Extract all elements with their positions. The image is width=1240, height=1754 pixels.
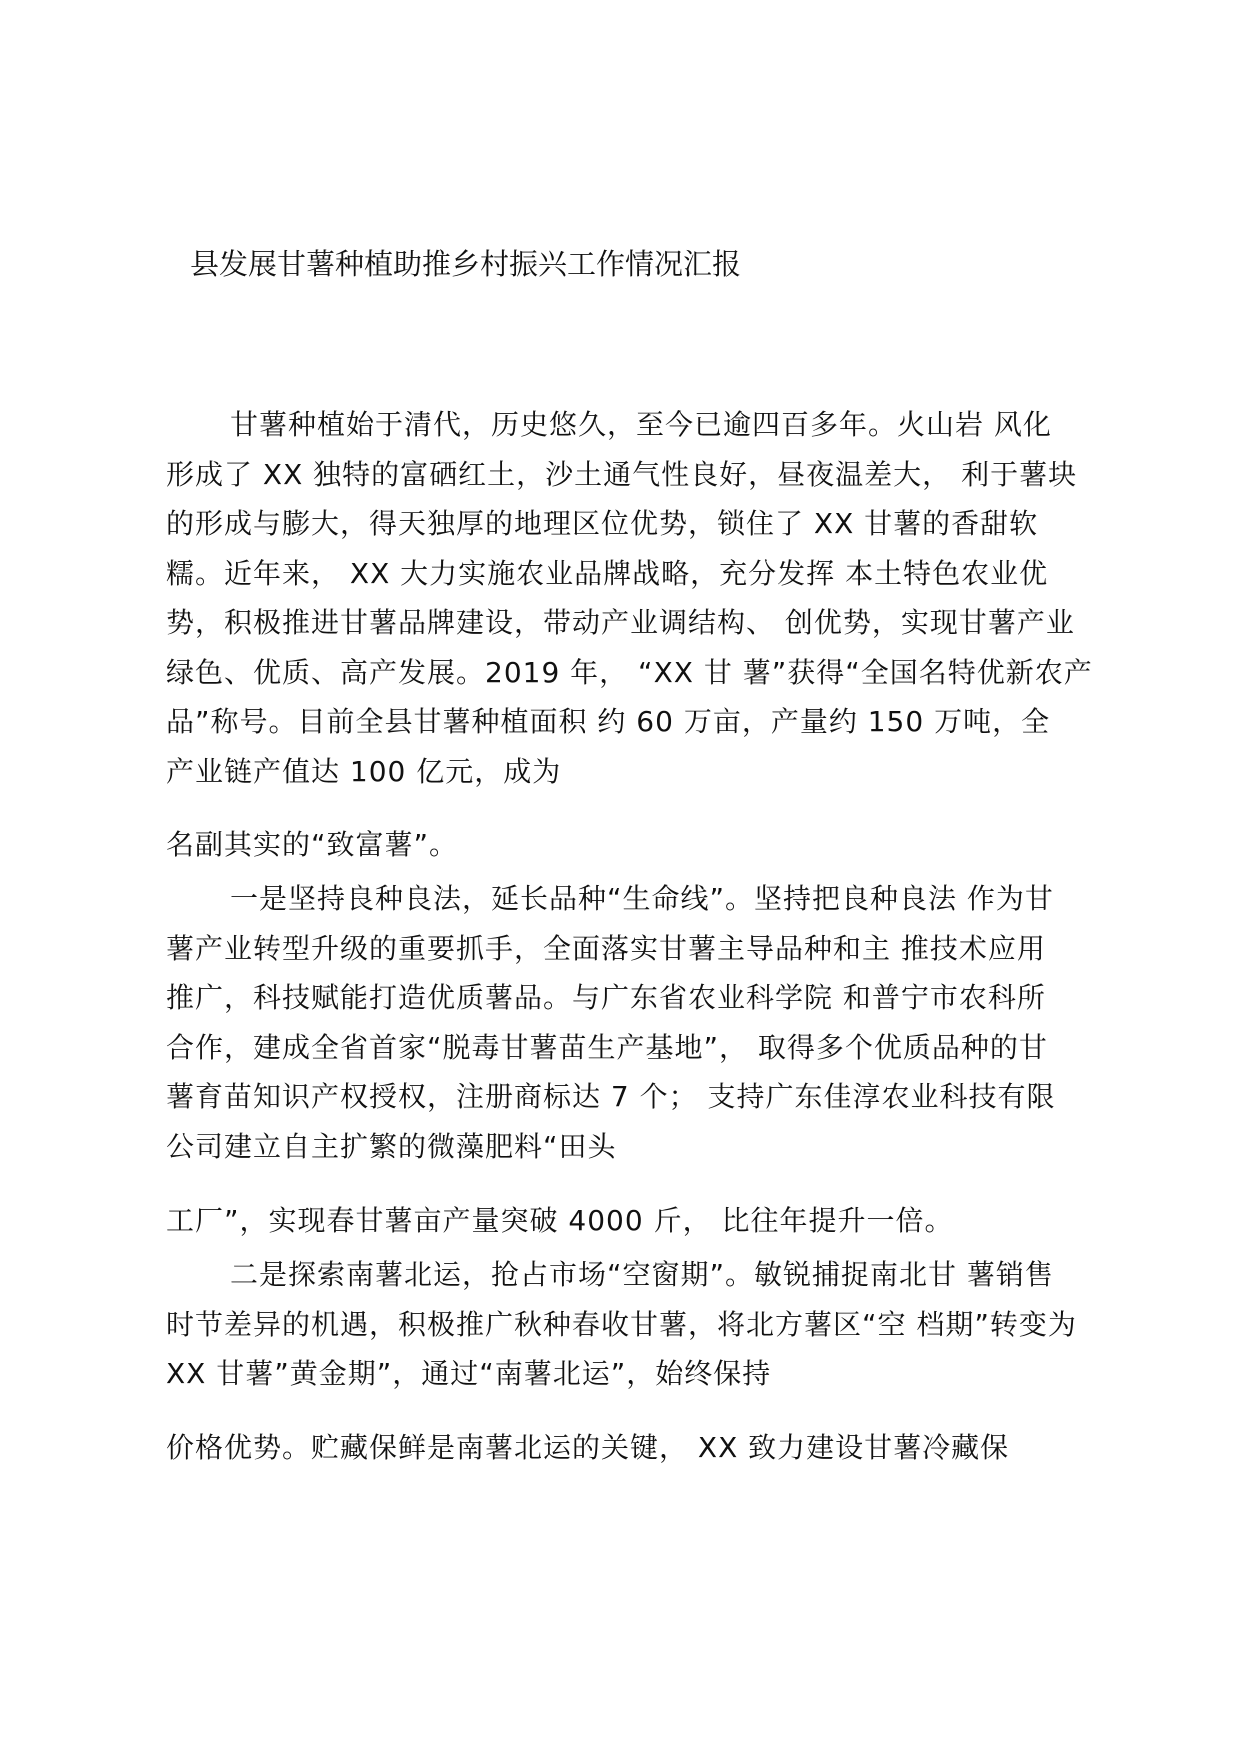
paragraph-line: 价格优势。贮藏保鲜是南薯北运的关键， XX 致力建设甘薯冷藏保 xyxy=(166,1431,1010,1464)
paragraph-line: 形成了 XX 独特的富硒红土，沙土通气性良好，昼夜温差大， 利于薯块 xyxy=(166,458,1078,491)
paragraph-line: 糯。近年来， XX 大力实施农业品牌战略，充分发挥 本土特色农业优 xyxy=(166,557,1049,590)
paragraph-line: 品”称号。目前全县甘薯种植面积 约 60 万亩，产量约 150 万吨，全 xyxy=(166,705,1051,738)
paragraph-line: 公司建立自主扩繁的微藻肥料“田头 xyxy=(166,1130,617,1163)
paragraph-line: 二是探索南薯北运，抢占市场“空窗期”。敏锐捕捉南北甘 薯销售 xyxy=(230,1258,1054,1291)
paragraph-line: 一是坚持良种良法，延长品种“生命线”。坚持把良种良法 作为甘 xyxy=(230,882,1054,915)
paragraph-line: 的形成与膨大，得天独厚的地理区位优势，锁住了 XX 甘薯的香甜软 xyxy=(166,507,1039,540)
paragraph-line: 合作，建成全省首家“脱毒甘薯苗生产基地”， 取得多个优质品种的甘 xyxy=(166,1031,1048,1064)
paragraph-line: 工厂”，实现春甘薯亩产量突破 4000 斤， 比往年提升一倍。 xyxy=(166,1204,954,1237)
paragraph-line: 名副其实的“致富薯”。 xyxy=(166,828,459,861)
paragraph-line: 薯产业转型升级的重要抓手，全面落实甘薯主导品种和主 推技术应用 xyxy=(166,932,1046,965)
paragraph-line: XX 甘薯”黄金期”，通过“南薯北运”，始终保持 xyxy=(166,1357,772,1390)
paragraph-line: 薯育苗知识产权授权，注册商标达 7 个； 支持广东佳淳农业科技有限 xyxy=(166,1080,1056,1113)
paragraph-line: 推广，科技赋能打造优质薯品。与广东省农业科学院 和普宁市农科所 xyxy=(166,981,1046,1014)
paragraph-line: 甘薯种植始于清代，历史悠久，至今已逾四百多年。火山岩 风化 xyxy=(230,408,1052,441)
paragraph-line: 绿色、优质、高产发展。2019 年， “XX 甘 薯”获得“全国名特优新农产 xyxy=(166,656,1093,689)
paragraph-line: 时节差异的机遇，积极推广秋种春收甘薯，将北方薯区“空 档期”转变为 xyxy=(166,1308,1077,1341)
document-title: 县发展甘薯种植助推乡村振兴工作情况汇报 xyxy=(190,247,742,281)
paragraph-line: 产业链产值达 100 亿元，成为 xyxy=(166,755,562,788)
paragraph-line: 势，积极推进甘薯品牌建设，带动产业调结构、 创优势，实现甘薯产业 xyxy=(166,606,1075,639)
